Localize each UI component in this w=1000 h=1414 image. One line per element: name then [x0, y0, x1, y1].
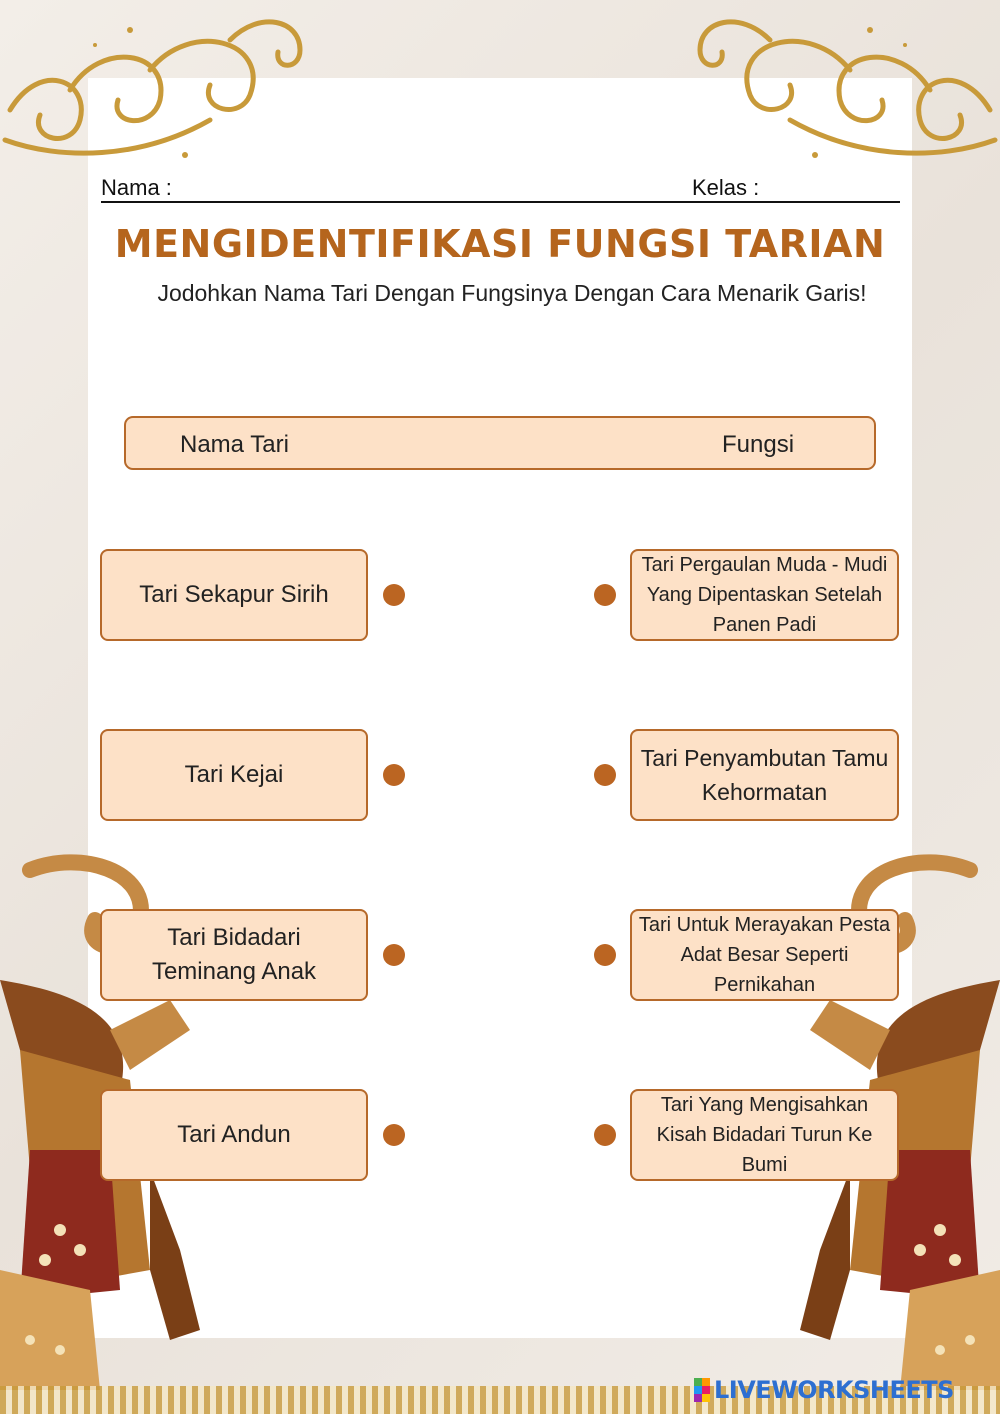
page-title: MENGIDENTIFIKASI FUNGSI TARIAN — [114, 222, 886, 266]
match-dot-right-2[interactable] — [594, 764, 616, 786]
liveworksheets-logo[interactable] — [694, 1376, 954, 1404]
liveworksheets-icon — [694, 1378, 710, 1402]
function-label: Tari Untuk Merayakan Pesta Adat Besar Seperti Pernikahan — [638, 914, 891, 996]
function-label: Tari Penyambutan Tamu Kehormatan — [640, 745, 889, 805]
header-fungsi: Fungsi — [722, 431, 795, 458]
dance-box-3 — [100, 909, 368, 1001]
function-label: Tari Pergaulan Muda - Mudi Yang Dipentaskan Setelah Panen Padi — [641, 554, 888, 636]
name-underline — [101, 201, 900, 203]
match-dot-left-3[interactable] — [383, 944, 405, 966]
dance-label: Tari Bidadari Teminang Anak — [151, 924, 317, 985]
cloud-ornament-left-icon — [0, 0, 330, 170]
match-dot-right-3[interactable] — [594, 944, 616, 966]
match-dot-left-1[interactable] — [383, 584, 405, 606]
dance-box-4 — [100, 1089, 368, 1181]
match-dot-right-1[interactable] — [594, 584, 616, 606]
dance-box-1 — [100, 549, 368, 641]
dance-label: Tari Andun — [177, 1121, 291, 1148]
dance-box-2 — [100, 729, 368, 821]
function-box-4 — [630, 1089, 899, 1181]
match-dot-right-4[interactable] — [594, 1124, 616, 1146]
liveworksheets-brand: LIVEWORKSHEETS — [714, 1376, 954, 1404]
kelas-label: Kelas : — [692, 175, 760, 200]
dance-label: Tari Sekapur Sirih — [139, 581, 329, 608]
cloud-ornament-right-icon — [660, 0, 1000, 170]
match-dot-left-2[interactable] — [383, 764, 405, 786]
header-nama-tari: Nama Tari — [180, 431, 289, 458]
function-box-2 — [630, 729, 899, 821]
function-label: Tari Yang Mengisahkan Kisah Bidadari Turun Ke Bumi — [656, 1094, 873, 1176]
nama-label: Nama : — [101, 175, 172, 200]
function-box-1 — [630, 549, 899, 641]
instruction-text: Jodohkan Nama Tari Dengan Fungsinya Dengan Cara Menarik Garis! — [157, 280, 867, 306]
table-header — [124, 416, 876, 470]
function-box-3 — [630, 909, 899, 1001]
match-dot-left-4[interactable] — [383, 1124, 405, 1146]
dance-label: Tari Kejai — [184, 761, 284, 788]
